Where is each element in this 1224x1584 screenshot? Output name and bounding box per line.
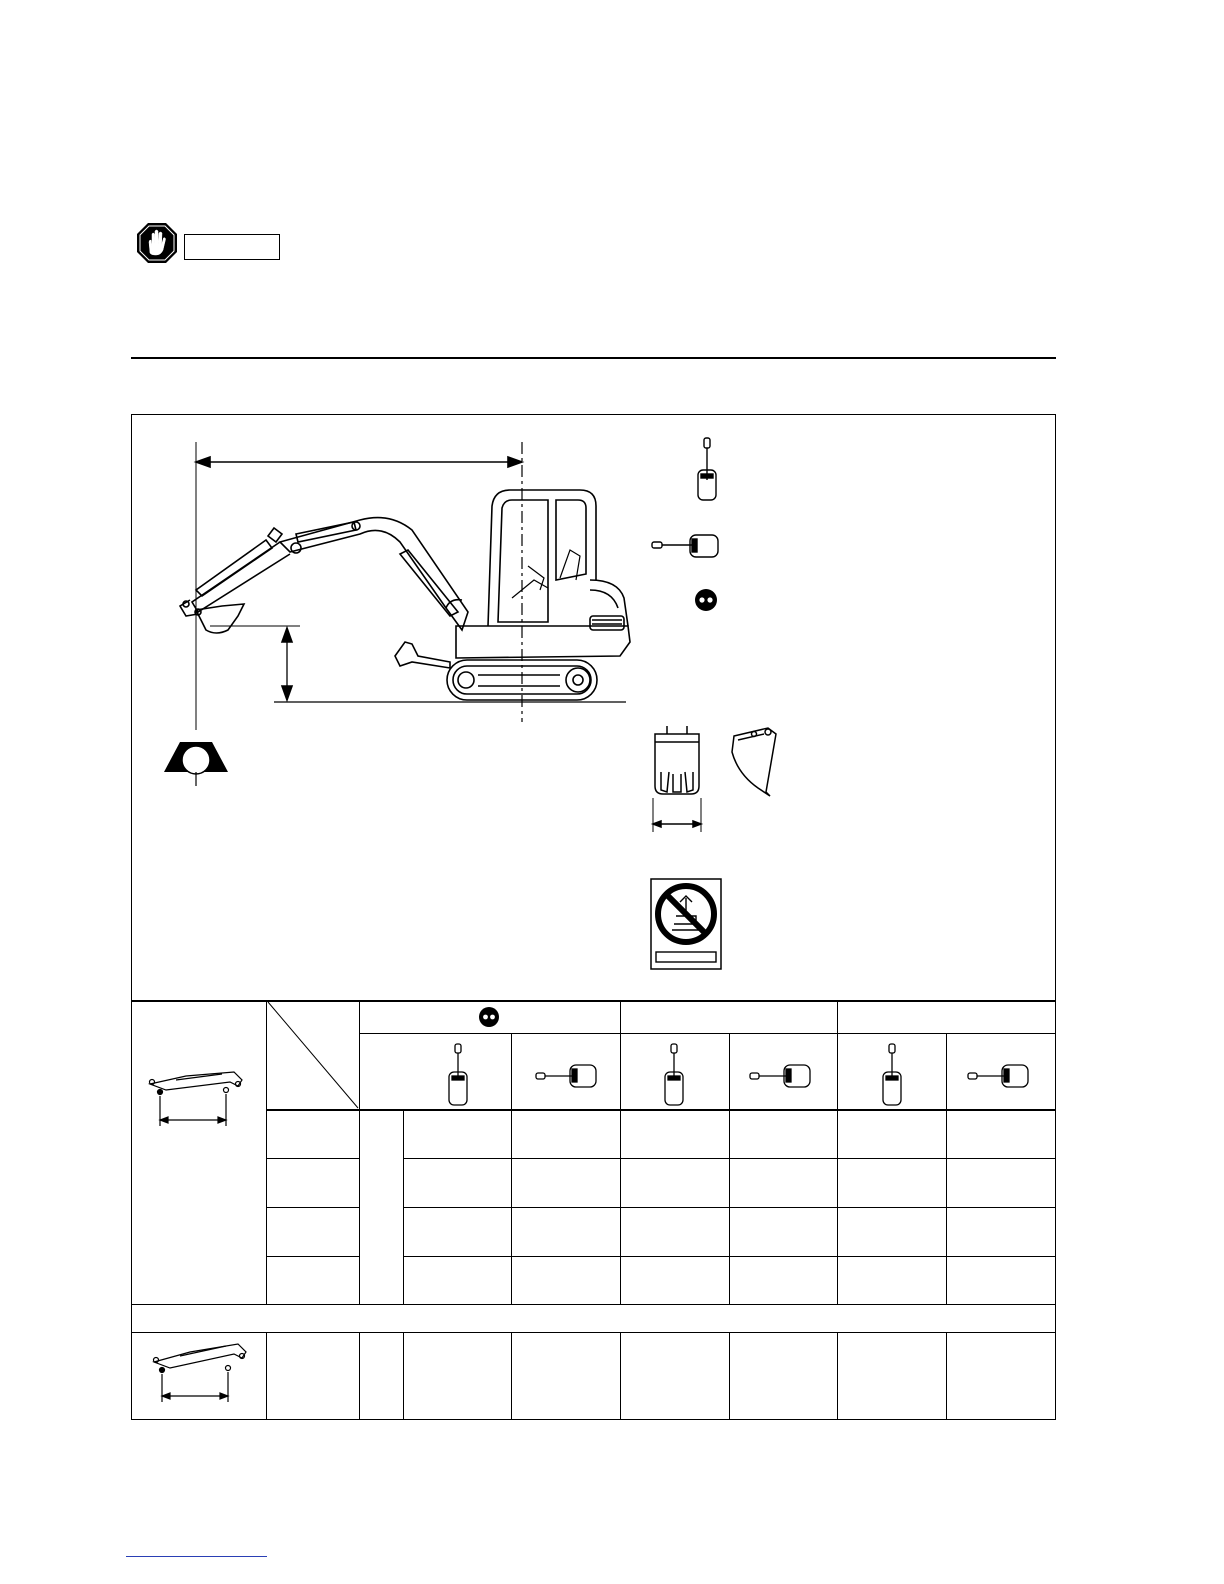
hanging-load-vertical-icon [880,1042,904,1108]
hanging-load-horizontal-icon [966,1062,1030,1090]
hanging-load-vertical-icon [446,1042,470,1108]
table-col-line [729,1332,730,1420]
table-row-line [266,1158,360,1159]
row-label [268,1259,358,1304]
warning-label [184,234,280,260]
table-col-line [359,1332,360,1420]
table-col-line [946,1332,947,1420]
row-label [268,1210,358,1255]
hanging-load-horizontal-icon [650,528,722,562]
table-separator-text [136,1307,1051,1331]
arm-length-icon [150,1340,254,1402]
arm-length-icon [146,1066,250,1128]
table-col-line [946,1033,947,1305]
excavator-side-view [150,430,640,800]
footer-link-underline[interactable] [126,1556,267,1557]
table-col-line [511,1332,512,1420]
table-col-line [620,1332,621,1420]
table-col-line [403,1109,404,1305]
table-col-line [403,1332,404,1420]
blade-down-icon [694,588,718,612]
table-diagonal-header [266,1000,360,1110]
center-of-rotation-icon [164,742,228,786]
hanging-load-vertical-icon [662,1042,686,1108]
blade-down-icon [478,1006,500,1028]
row-label [268,1161,358,1206]
table-row-line [266,1256,360,1257]
table-col-line [620,1000,621,1305]
table-col-line [511,1033,512,1305]
table-subheader-line [359,1033,1056,1034]
bucket-side-view-icon [724,722,780,798]
table-col-line [837,1000,838,1305]
table-col-line [729,1033,730,1305]
section-divider [131,357,1056,359]
hanging-load-vertical-icon [690,436,724,504]
no-lifting-prohibition-icon [650,878,722,970]
row-label [268,1112,358,1157]
bucket-front-view-icon [645,722,709,832]
table-separator-bottom [131,1332,1056,1333]
stop-hand-icon [136,222,178,264]
table-separator-top [131,1304,1056,1305]
table-col-line [266,1332,267,1420]
table-col-line [837,1332,838,1420]
hanging-load-horizontal-icon [534,1062,598,1090]
table-header-bottom [266,1109,1056,1111]
table-row-line [266,1207,360,1208]
hanging-load-horizontal-icon [748,1062,812,1090]
